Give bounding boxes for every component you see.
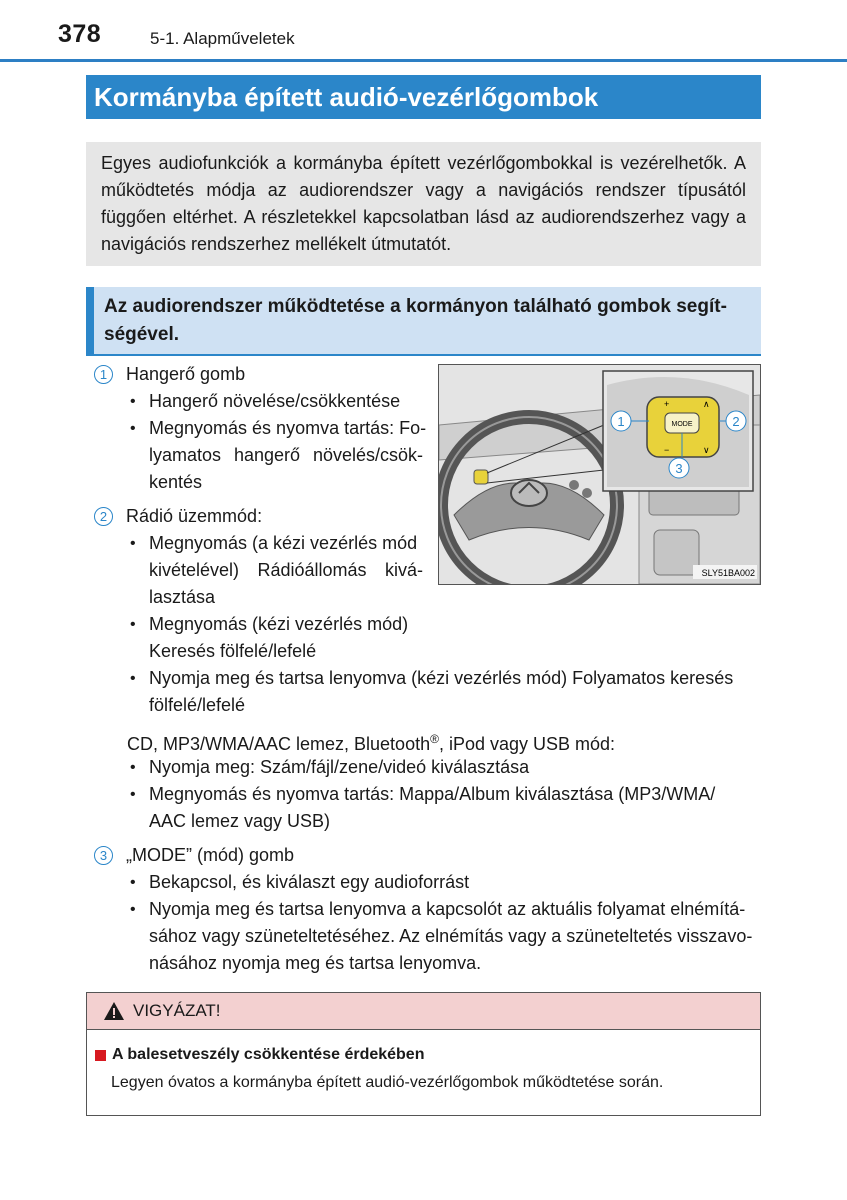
up-arrow-icon: ∧ [703, 399, 710, 409]
intro-text: Egyes audiofunkciók a kormányba épített vezérlőgombokkal is vezérelhetők. A működtetés módja az audiorendszer vagy a navigációs rendszer típusától függően eltérhet. A részletekkel kapcsolatban lásd az audiorendszerhez vagy a navigációs rendszerhez mellékelt útmutatót. [101, 153, 746, 254]
subheading-line-1: Az audiorendszer működtetése a kormányon található gombok segít- [104, 296, 727, 317]
steering-wheel-illustration [439, 365, 760, 584]
bullet-continuation: lyamatos hangerő növelés/csök- [149, 445, 423, 465]
cd-mode-label-post: , iPod vagy USB mód: [438, 734, 616, 754]
red-square-icon [95, 1050, 106, 1061]
item-3-heading [94, 842, 294, 869]
callout-circle-1: 1 [94, 365, 113, 384]
figure-code: SLY51BA002 [701, 568, 755, 578]
caution-box [86, 992, 761, 1116]
callout-circle-2: 2 [94, 507, 113, 526]
callout-circle-3: 3 [94, 846, 113, 865]
intro-box [86, 142, 761, 266]
bullet-continuation: kentés [149, 472, 203, 492]
item-3-label: „MODE” (mód) gomb [126, 845, 295, 865]
bullet-item: • Megnyomás (a kézi vezérlés mód [130, 530, 417, 557]
mode-button-label: MODE [671, 421, 693, 428]
bullet-item: • Nyomja meg és tartsa lenyomva (kézi vezérlés mód) Folyamatos keresés [130, 665, 733, 692]
bullet-continuation: Keresés fölfelé/lefelé [149, 641, 317, 661]
registered-mark: ® [430, 732, 439, 746]
caution-text: Legyen óvatos a kormányba épített audió-vezérlőgombok működtetése során. [111, 1074, 664, 1091]
subheading-rule [86, 354, 761, 356]
bullet-item: • Nyomja meg és tartsa lenyomva a kapcsolót az aktuális folyamat elnémítá- [130, 896, 745, 923]
bullet-item: • Megnyomás (kézi vezérlés mód) [130, 611, 408, 638]
callout-3: 3 [675, 461, 683, 476]
callout-1: 1 [617, 414, 625, 429]
cd-mode-label-pre: CD, MP3/WMA/AAC lemez, Bluetooth [127, 734, 431, 754]
item-2-heading [94, 503, 262, 530]
item-1-heading [94, 361, 245, 388]
caution-title-text: A balesetveszély csökkentése érdekében [112, 1046, 425, 1063]
callout-2: 2 [732, 414, 740, 429]
item-1-label: Hangerő gomb [126, 364, 246, 384]
steering-wheel-figure [438, 364, 761, 585]
bullet-item: • Hangerő növelése/csökkentése [130, 388, 400, 415]
bullet-continuation: násához nyomja meg és tartsa lenyomva. [149, 953, 482, 973]
bullet-item: • Nyomja meg: Szám/fájl/zene/videó kiválasztása [130, 754, 529, 781]
bullet-continuation: fölfelé/lefelé [149, 695, 246, 715]
caution-label: VIGYÁZAT! [133, 1001, 221, 1020]
bullet-continuation: lasztása [149, 587, 216, 607]
subheading [86, 287, 761, 354]
page-title [86, 75, 761, 119]
plus-sign: + [664, 399, 670, 409]
bullet-continuation: AAC lemez vagy USB) [149, 811, 331, 831]
down-arrow-icon: ∨ [703, 445, 710, 455]
bullet-continuation: sához vagy szüneteltetéséhez. Az elnémítás vagy a szüneteltetés visszavo- [149, 926, 753, 946]
subheading-line-2: ségével. [104, 324, 179, 345]
bullet-continuation: kivételével) Rádióállomás kivá- [149, 560, 423, 580]
bullet-item: • Megnyomás és nyomva tartás: Mappa/Album kiválasztása (MP3/WMA/ [130, 781, 715, 808]
caution-header [87, 993, 760, 1030]
item-2-label: Rádió üzemmód: [126, 506, 263, 526]
section-label: 5-1. Alapműveletek [150, 29, 295, 48]
minus-sign: − [664, 445, 670, 455]
warning-triangle-icon [103, 1001, 125, 1021]
page-title-text: Kormányba épített audió-vezérlőgombok [94, 81, 599, 112]
bullet-item: • Megnyomás és nyomva tartás: Fo- [130, 415, 426, 442]
caution-title [95, 1046, 424, 1064]
header-rule [0, 59, 847, 62]
bullet-item: • Bekapcsol, és kiválaszt egy audioforrást [130, 869, 469, 896]
page-number: 378 [58, 20, 102, 48]
